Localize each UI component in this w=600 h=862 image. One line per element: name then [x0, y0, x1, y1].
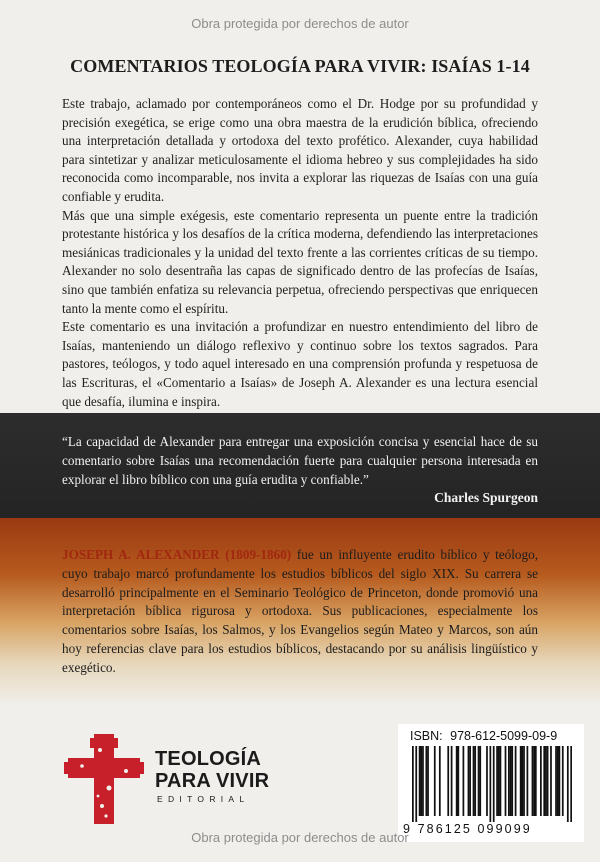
barcode-bar	[489, 746, 491, 822]
barcode-bar	[562, 746, 564, 816]
barcode-bar	[515, 746, 517, 816]
barcode-bar	[463, 746, 465, 816]
barcode-bar	[505, 746, 507, 816]
author-bio-text: fue un influyente erudito bíblico y teólogo, cuyo trabajo marcó profundamente los estudios bíblicos del siglo XIX. Su carrera se desarrolló principalmente en el Seminario Teológico de Princeton, donde promovió una interpretación bíblica rigurosa y ortodoxa. Sus publicaciones, especialmente los comentarios sobre Isaías, los Salmos, y los Evangelios según Mateo y Marcos, son aún hoy referencias clave para los estudios bíblicos, destacando por su análisis lingüístico y exegético.	[62, 547, 538, 675]
description-paragraph: Este trabajo, aclamado por contemporáneos como el Dr. Hodge por su profundidad y precisión exegética, se erige como una obra maestra de la erudición bíblica, ofreciendo una interpretación detallada y ortodoxa del texto profético. Alexander, cuya habilidad para sintetizar y analizar meticulosamente el idioma hebreo y sus complejidades ha sido reconocida como incomparable, nos invita a explorar las riquezas de Isaías con una guía confiable y erudita.	[62, 96, 538, 204]
barcode-bar	[555, 746, 557, 816]
barcode-bar	[543, 746, 545, 816]
publisher-name-line1: TEOLOGÍA	[155, 748, 262, 770]
barcode-bar	[468, 746, 470, 816]
barcode-bar	[559, 746, 561, 816]
barcode-bar	[412, 746, 414, 822]
barcode-bar	[567, 746, 569, 822]
barcode-bar	[434, 746, 436, 816]
barcode-bar	[419, 746, 421, 816]
barcode-bar	[474, 746, 476, 816]
barcode-bar	[493, 746, 495, 822]
barcode	[412, 746, 572, 822]
barcode-bar	[557, 746, 559, 816]
barcode-bar	[511, 746, 513, 816]
barcode-bar	[425, 746, 427, 816]
barcode-box	[398, 724, 584, 842]
barcode-bar	[527, 746, 529, 816]
book-description	[62, 95, 538, 411]
barcode-bar	[447, 746, 449, 816]
barcode-bar	[469, 746, 471, 816]
author-bio	[62, 546, 538, 678]
barcode-bar	[540, 746, 542, 816]
barcode-bar	[545, 746, 547, 816]
barcode-bar	[521, 746, 523, 816]
copyright-watermark-top: Obra protegida por derechos de autor	[191, 16, 409, 31]
barcode-bar	[532, 746, 534, 816]
book-title: COMENTARIOS TEOLOGÍA PARA VIVIR: ISAÍAS 1-14	[70, 56, 530, 76]
barcode-bar	[533, 746, 535, 816]
barcode-bar	[486, 746, 488, 816]
barcode-bar	[439, 746, 441, 816]
barcode-bar	[420, 746, 422, 816]
barcode-bar	[451, 746, 453, 816]
barcode-bar	[478, 746, 480, 816]
barcode-bar	[498, 746, 500, 816]
publisher-name-line3: EDITORIAL	[157, 794, 250, 804]
barcode-bar	[457, 746, 459, 816]
barcode-bar	[479, 746, 481, 816]
barcode-bar	[422, 746, 424, 816]
description-paragraph: Más que una simple exégesis, este comentario representa un puente entre la tradición protestante histórica y los desafíos de la crítica moderna, defendiendo las interpretaciones mesiánicas tradicionales y la unidad del texto frente a las corrientes críticas de su tiempo. Alexander no solo desentraña las capas de significado dentro de las profecías de Isaías, sino que también enfatiza su relevancia perpetua, ofreciendo perspectivas que enriquecen tanto la mente como el espíritu.	[62, 207, 538, 316]
barcode-bar	[456, 746, 458, 816]
quote-author: Charles Spurgeon	[434, 490, 538, 505]
barcode-bar	[500, 746, 502, 816]
barcode-bar	[496, 746, 498, 816]
isbn-label: ISBN: 978-612-5099-09-9	[410, 729, 558, 743]
publisher-name-line2: PARA VIVIR	[155, 770, 270, 792]
copyright-watermark-bottom: Obra protegida por derechos de autor	[191, 830, 409, 845]
description-paragraph: Este comentario es una invitación a profundizar en nuestro entendimiento del libro de Isaías, manteniendo un diálogo reflexivo y continuo sobre los textos sagrados. Para pastores, teólogos, y todo aquel interesado en una comprensión profunda y respetuosa de las Escrituras, el «Comentario a Isaías» de Joseph A. Alexander es una lectura esencial que desafía, ilumina e inspira.	[62, 319, 538, 409]
barcode-bar	[535, 746, 537, 816]
barcode-bar	[547, 746, 549, 816]
barcode-bar	[427, 746, 429, 816]
barcode-bar	[550, 746, 552, 816]
barcode-bar	[523, 746, 525, 816]
barcode-bar	[415, 746, 417, 822]
barcode-bar	[520, 746, 522, 816]
ean-digits: 9 786125 099099	[403, 822, 532, 836]
barcode-bar	[510, 746, 512, 816]
cross-icon	[62, 728, 146, 828]
author-name: JOSEPH A. ALEXANDER (1809-1860)	[62, 547, 292, 562]
barcode-bar	[570, 746, 572, 822]
endorsement-quote: “La capacidad de Alexander para entregar una exposición concisa y esencial hace de su comentario sobre Isaías una recomendación fuerte para cualquier persona interesada en explorar el libro bíblico con una guía erudita y confiable.”	[62, 434, 538, 487]
barcode-bar	[473, 746, 475, 816]
barcode-bar	[508, 746, 510, 816]
